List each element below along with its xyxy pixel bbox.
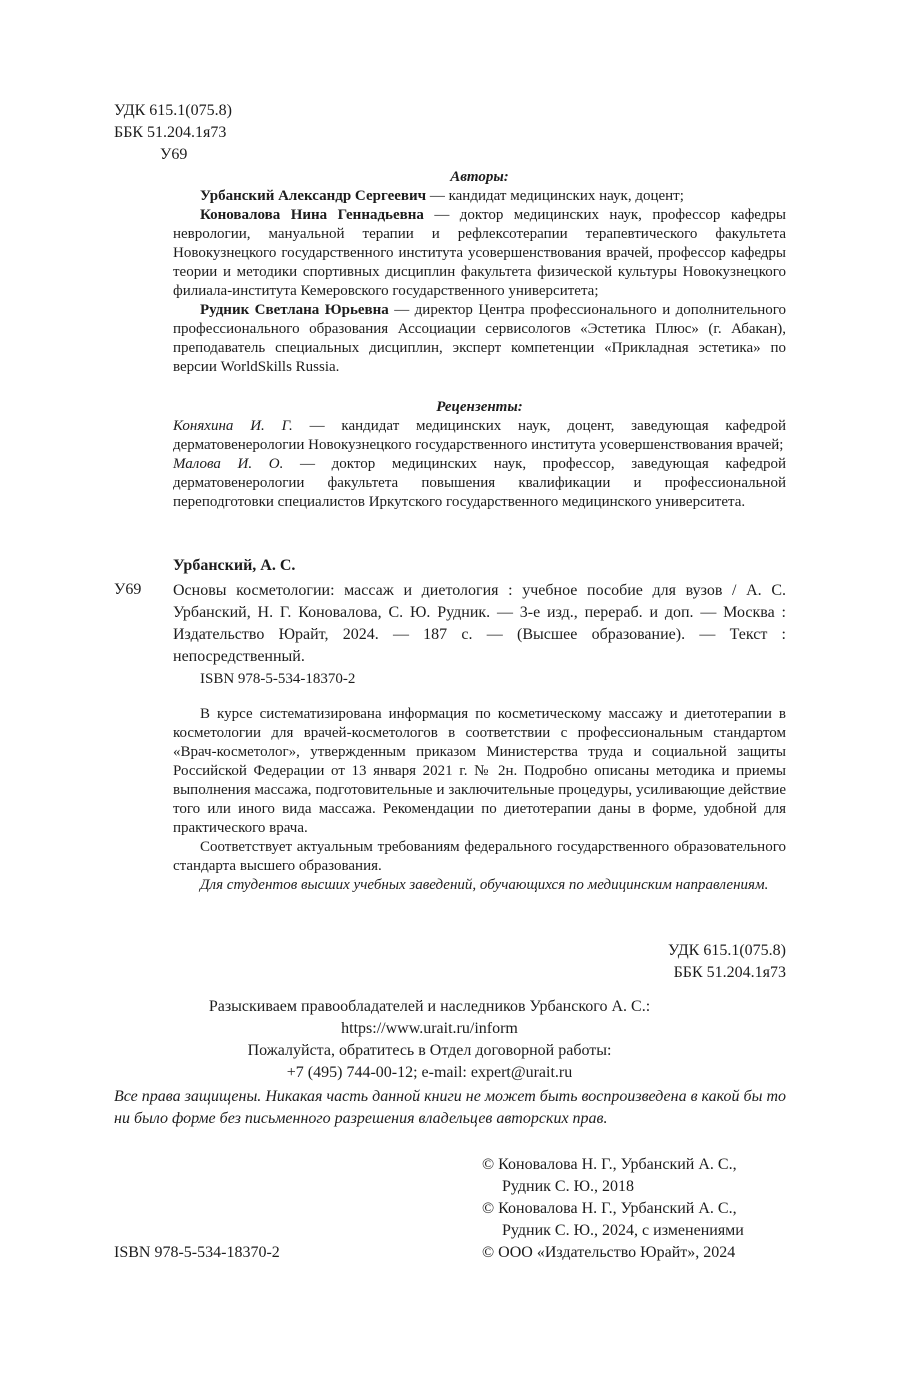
copyright-line: © Коновалова Н. Г., Урбанский А. С.,: [482, 1156, 737, 1173]
notice-line: Разыскиваем правообладателей и наследников Урбанского А. С.:: [208, 998, 651, 1015]
notice-url: https://www.urait.ru/inform: [341, 1020, 518, 1037]
udk-code: УДК 615.1(075.8): [114, 102, 232, 119]
copyright-line: Рудник С. Ю., 2018: [502, 1178, 635, 1195]
author-name: Урбанский Александр Сергеевич: [200, 188, 427, 204]
audience-note: Для студентов высших учебных заведений, обучающихся по медицинским направлениям.: [200, 877, 769, 893]
bbk-code: ББК 51.204.1я73: [114, 124, 227, 141]
reviewers-section: [173, 398, 786, 512]
reviewer-description: — доктор медицинских наук, профессор, заведующая кафедрой дерматовенерологии факультета повышения квалификации и профессиональной переподготовки специалистов Иркутского государственного медицинского университета.: [173, 456, 786, 510]
rights-notice: Все права защищены. Никакая часть данной книги не может быть воспроизведена в какой бы то ни было форме без письменного разрешения владельцев авторских прав.: [114, 1088, 786, 1127]
author-name: Коновалова Нина Геннадьевна: [200, 207, 424, 223]
reviewer-entry: [173, 455, 786, 512]
bbk-code: ББК 51.204.1я73: [673, 964, 786, 981]
notice-contact: +7 (495) 744-00-12; e-mail: expert@urait.ru: [286, 1064, 573, 1081]
author-description: — кандидат медицинских наук, доцент;: [426, 188, 684, 204]
author-entry: [173, 187, 786, 206]
udk-code: УДК 615.1(075.8): [668, 942, 786, 959]
author-description: — директор Центра профессионального и дополнительного профессионального образования Ассоциации сервисологов «Эстетика Плюс» (г. Абакан), преподаватель специальных дисциплин, эксперт компетенции «Прикладная эстетика» по версии WorldSkills Russia.: [173, 302, 787, 375]
authors-section: [173, 168, 786, 377]
isbn-line: ISBN 978-5-534-18370-2: [200, 671, 356, 687]
author-mark: У69: [160, 146, 188, 163]
authors-heading: Авторы:: [450, 169, 509, 185]
author-description: — доктор медицинских наук, профессор кафедры неврологии, мануальной терапии и рефлексотерапии терапевтического факультета Новокузнецкого государственного института усовершенствования врачей, профессор кафедры теории и методики спортивных дисциплин факультета физической культуры Новокузнецкого филиала-института Кемеровского государственного университета;: [173, 207, 786, 299]
reviewer-name: Малова И. О.: [173, 456, 284, 472]
reviewer-description: — кандидат медицинских наук, доцент, заведующая кафедрой дерматовенерологии Новокузнецкого государственного института усовершенствования врачей;: [173, 418, 786, 453]
abstract-paragraph: Соответствует актуальным требованиям федерального государственного образовательного стандарта высшего образования.: [173, 839, 786, 874]
copyright-line: © Коновалова Н. Г., Урбанский А. С.,: [482, 1200, 737, 1217]
bibliographic-code: У69: [114, 581, 142, 598]
abstract-paragraph: В курсе систематизирована информация по косметическому массажу и диетотерапии в косметологии для врачей-косметологов в соответствии с профессиональным стандартом «Врач-косметолог», утвержденным приказом Министерства труда и социальной защиты Российской Федерации от 13 января 2021 г. № 2н. Подробно описаны методика и приемы выполнения массажа, подготовительные и заключительные процедуры, усиливающие действие того или иного вида массажа. Рекомендации по диетотерапии даны в форме, удобной для практического врача.: [173, 706, 786, 836]
bibliographic-description: Основы косметологии: массаж и диетология : учебное пособие для вузов / А. С. Урбанский, Н. Г. Коновалова, С. Ю. Рудник. — 3-е изд., перераб. и доп. — Москва : Издательство Юрайт, 2024. — 187 с. — (Высшее образование). — Текст : непосредственный.: [173, 582, 786, 665]
abstract-section: [173, 705, 786, 895]
author-name: Рудник Светлана Юрьевна: [200, 302, 389, 318]
reviewer-entry: [173, 417, 786, 455]
copyright-line: Рудник С. Ю., 2024, с изменениями: [502, 1222, 744, 1239]
udk-header: [114, 100, 232, 166]
copyright-line: © ООО «Издательство Юрайт», 2024: [482, 1244, 736, 1261]
udk-footer: [550, 940, 786, 984]
copyright-block: [482, 1154, 792, 1264]
reviewer-name: Коняхина И. Г.: [173, 418, 293, 434]
author-entry: [173, 206, 786, 301]
notice-line: Пожалуйста, обратитесь в Отдел договорной работы:: [247, 1042, 612, 1059]
rightsholder-notice: [173, 996, 686, 1084]
author-entry: [173, 301, 786, 377]
reviewers-heading: Рецензенты:: [436, 399, 523, 415]
bibliographic-author: Урбанский, А. С.: [173, 557, 296, 574]
isbn-footer: ISBN 978-5-534-18370-2: [114, 1244, 280, 1261]
